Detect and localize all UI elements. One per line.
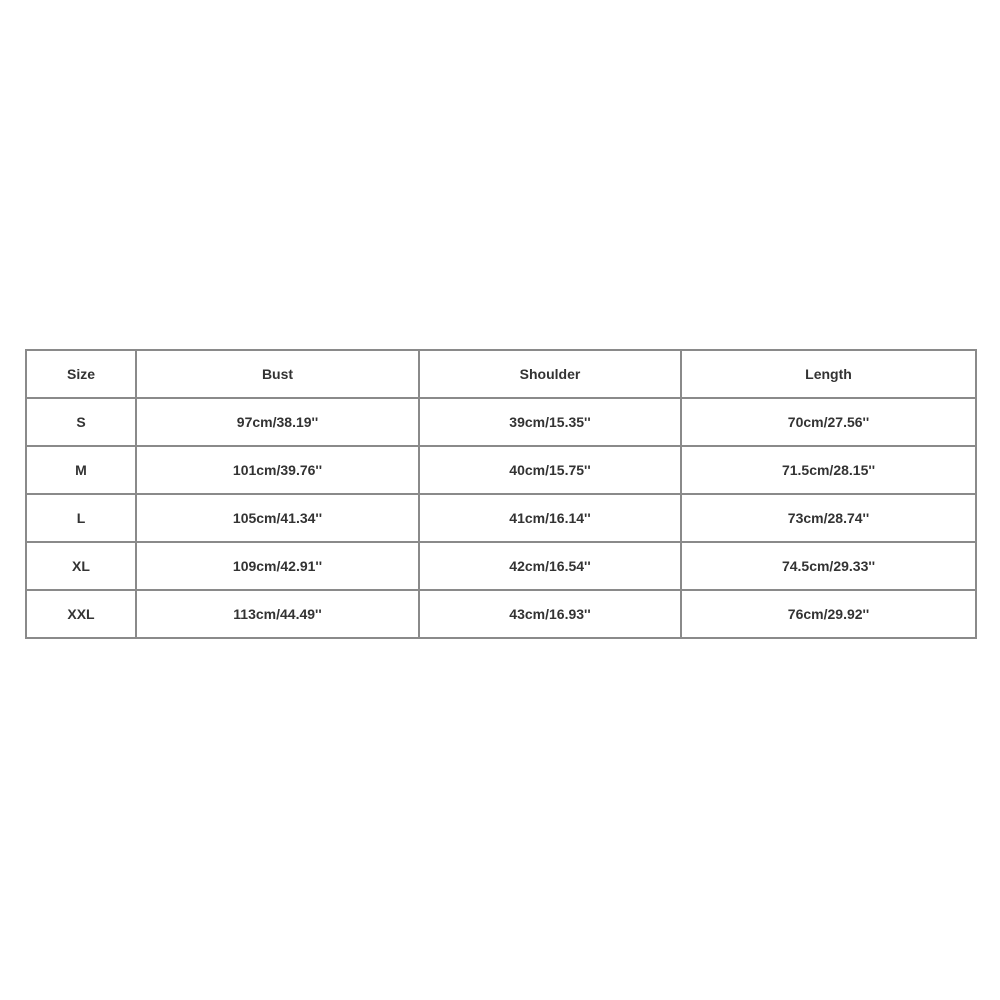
table-row [26,590,976,638]
table-row [26,446,976,494]
size-cell: S [26,398,136,446]
bust-cell: 113cm/44.49'' [136,590,419,638]
size-cell: L [26,494,136,542]
header-row [26,350,976,398]
shoulder-cell: 43cm/16.93'' [419,590,681,638]
table-row [26,494,976,542]
bust-cell: 105cm/41.34'' [136,494,419,542]
shoulder-cell: 40cm/15.75'' [419,446,681,494]
length-cell: 76cm/29.92'' [681,590,976,638]
length-cell: 71.5cm/28.15'' [681,446,976,494]
length-cell: 74.5cm/29.33'' [681,542,976,590]
table-row [26,398,976,446]
size-cell: M [26,446,136,494]
header-length: Length [681,350,976,398]
bust-cell: 109cm/42.91'' [136,542,419,590]
shoulder-cell: 41cm/16.14'' [419,494,681,542]
length-cell: 73cm/28.74'' [681,494,976,542]
shoulder-cell: 39cm/15.35'' [419,398,681,446]
bust-cell: 101cm/39.76'' [136,446,419,494]
header-shoulder: Shoulder [419,350,681,398]
bust-cell: 97cm/38.19'' [136,398,419,446]
header-size: Size [26,350,136,398]
size-chart-table [25,349,977,639]
size-cell: XXL [26,590,136,638]
table-row [26,542,976,590]
header-bust: Bust [136,350,419,398]
length-cell: 70cm/27.56'' [681,398,976,446]
shoulder-cell: 42cm/16.54'' [419,542,681,590]
size-cell: XL [26,542,136,590]
